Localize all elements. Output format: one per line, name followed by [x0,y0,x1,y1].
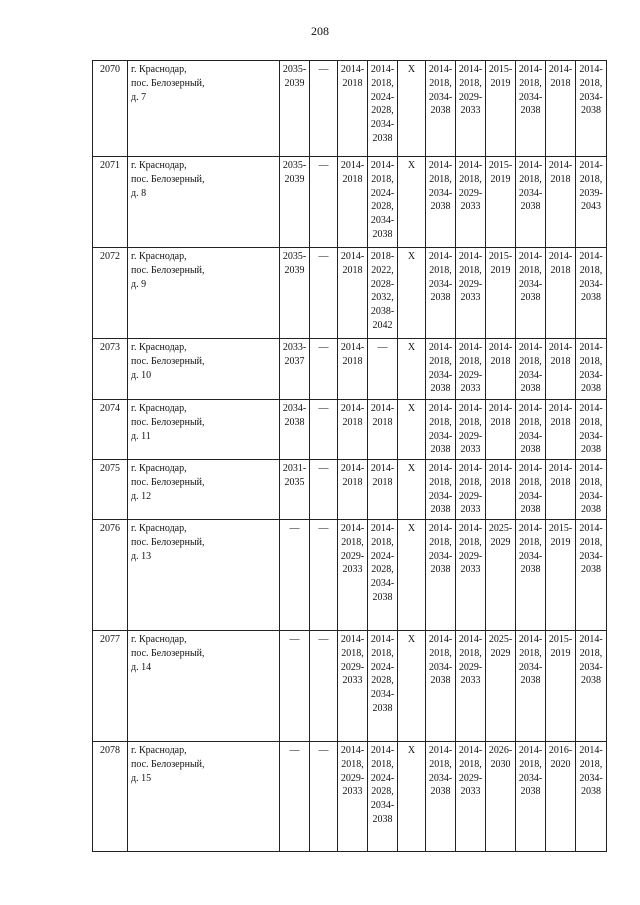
period-cell: — [280,520,310,631]
period-cell: 2014- 2018, 2029- 2033 [456,460,486,520]
period-cell: 2014- 2018, 2034- 2038 [576,400,607,460]
period-cell: 2014- 2018 [486,339,516,400]
table-row [93,631,607,742]
period-cell: 2025- 2029 [486,631,516,742]
table-row [93,520,607,631]
period-cell: 2018- 2022, 2028- 2032, 2038- 2042 [368,248,398,339]
period-cell: 2014- 2018 [546,460,576,520]
address-cell: г. Краснодар, пос. Белозерный, д. 13 [128,520,280,631]
period-cell: — [368,339,398,400]
period-cell: 2014- 2018, 2034- 2038 [426,400,456,460]
period-cell: 2014- 2018, 2034- 2038 [516,61,546,157]
row-number: 2075 [93,460,128,520]
period-cell: — [310,339,338,400]
period-cell: 2014- 2018 [338,157,368,248]
period-cell: 2014- 2018, 2034- 2038 [426,520,456,631]
period-cell: 2014- 2018, 2029- 2033 [338,742,368,852]
period-cell: 2014- 2018 [546,248,576,339]
period-cell: X [398,61,426,157]
row-number: 2070 [93,61,128,157]
period-cell: 2014- 2018, 2034- 2038 [576,520,607,631]
period-cell: 2014- 2018, 2029- 2033 [456,157,486,248]
period-cell: 2014- 2018, 2034- 2038 [426,631,456,742]
table-row [93,61,607,157]
period-cell: 2014- 2018, 2034- 2038 [576,339,607,400]
housing-repair-schedule-table [92,60,607,852]
address-cell: г. Краснодар, пос. Белозерный, д. 10 [128,339,280,400]
row-number: 2073 [93,339,128,400]
table-row [93,157,607,248]
period-cell: 2014- 2018, 2034- 2038 [426,248,456,339]
table-row [93,339,607,400]
period-cell: 2014- 2018, 2034- 2038 [516,742,546,852]
period-cell: X [398,248,426,339]
period-cell: — [280,742,310,852]
address-cell: г. Краснодар, пос. Белозерный, д. 14 [128,631,280,742]
period-cell: 2014- 2018, 2029- 2033 [456,61,486,157]
period-cell: 2014- 2018, 2034- 2038 [516,157,546,248]
period-cell: 2014- 2018 [486,460,516,520]
address-cell: г. Краснодар, пос. Белозерный, д. 12 [128,460,280,520]
period-cell: 2015- 2019 [486,248,516,339]
period-cell: 2014- 2018 [368,460,398,520]
period-cell: 2014- 2018 [546,339,576,400]
period-cell: 2025- 2029 [486,520,516,631]
table-row [93,400,607,460]
row-number: 2076 [93,520,128,631]
address-cell: г. Краснодар, пос. Белозерный, д. 15 [128,742,280,852]
period-cell: 2033- 2037 [280,339,310,400]
period-cell: 2014- 2018, 2034- 2038 [576,742,607,852]
address-cell: г. Краснодар, пос. Белозерный, д. 7 [128,61,280,157]
period-cell: 2014- 2018, 2034- 2038 [426,742,456,852]
period-cell: 2014- 2018, 2029- 2033 [456,631,486,742]
period-cell: 2014- 2018, 2034- 2038 [576,460,607,520]
row-number: 2074 [93,400,128,460]
period-cell: 2015- 2019 [546,520,576,631]
period-cell: 2014- 2018, 2034- 2038 [426,61,456,157]
period-cell: 2014- 2018 [338,339,368,400]
period-cell: — [310,400,338,460]
period-cell: 2014- 2018 [486,400,516,460]
period-cell: X [398,460,426,520]
period-cell: 2014- 2018, 2034- 2038 [516,631,546,742]
period-cell: 2014- 2018, 2029- 2033 [456,248,486,339]
period-cell: 2015- 2019 [486,157,516,248]
period-cell: 2014- 2018, 2029- 2033 [338,520,368,631]
period-cell: 2014- 2018, 2029- 2033 [456,400,486,460]
period-cell: 2014- 2018 [368,400,398,460]
period-cell: 2015- 2019 [546,631,576,742]
period-cell: 2035- 2039 [280,61,310,157]
period-cell: 2014- 2018, 2039- 2043 [576,157,607,248]
period-cell: X [398,631,426,742]
period-cell: 2014- 2018, 2034- 2038 [576,248,607,339]
period-cell: 2014- 2018, 2024- 2028, 2034- 2038 [368,631,398,742]
table-row [93,460,607,520]
period-cell: 2014- 2018, 2034- 2038 [516,460,546,520]
period-cell: X [398,157,426,248]
period-cell: 2026- 2030 [486,742,516,852]
period-cell: 2014- 2018 [546,157,576,248]
period-cell: 2034- 2038 [280,400,310,460]
period-cell: 2014- 2018, 2034- 2038 [516,339,546,400]
period-cell: 2014- 2018 [338,460,368,520]
table-row [93,742,607,852]
period-cell: X [398,520,426,631]
period-cell: 2014- 2018, 2024- 2028, 2034- 2038 [368,742,398,852]
row-number: 2078 [93,742,128,852]
period-cell: X [398,742,426,852]
period-cell: 2014- 2018, 2024- 2028, 2034- 2038 [368,61,398,157]
row-number: 2071 [93,157,128,248]
period-cell: — [310,157,338,248]
row-number: 2077 [93,631,128,742]
period-cell: — [310,460,338,520]
period-cell: 2014- 2018, 2034- 2038 [516,248,546,339]
period-cell: — [310,248,338,339]
period-cell: 2014- 2018 [338,248,368,339]
period-cell: 2014- 2018, 2034- 2038 [426,460,456,520]
address-cell: г. Краснодар, пос. Белозерный, д. 8 [128,157,280,248]
period-cell: 2014- 2018 [338,400,368,460]
period-cell: — [310,742,338,852]
period-cell: 2014- 2018 [546,400,576,460]
period-cell: 2014- 2018, 2034- 2038 [516,520,546,631]
period-cell: 2035- 2039 [280,157,310,248]
period-cell: 2014- 2018 [546,61,576,157]
period-cell: 2031- 2035 [280,460,310,520]
period-cell: 2014- 2018, 2034- 2038 [576,61,607,157]
period-cell: 2015- 2019 [486,61,516,157]
period-cell: 2016- 2020 [546,742,576,852]
period-cell: X [398,339,426,400]
period-cell: X [398,400,426,460]
period-cell: 2014- 2018, 2029- 2033 [456,742,486,852]
address-cell: г. Краснодар, пос. Белозерный, д. 9 [128,248,280,339]
period-cell: 2014- 2018 [338,61,368,157]
period-cell: — [310,61,338,157]
period-cell: — [280,631,310,742]
period-cell: 2014- 2018, 2034- 2038 [426,339,456,400]
period-cell: 2035- 2039 [280,248,310,339]
period-cell: — [310,520,338,631]
period-cell: 2014- 2018, 2034- 2038 [426,157,456,248]
row-number: 2072 [93,248,128,339]
page-number: 208 [311,24,329,38]
period-cell: 2014- 2018, 2024- 2028, 2034- 2038 [368,157,398,248]
period-cell: 2014- 2018, 2024- 2028, 2034- 2038 [368,520,398,631]
address-cell: г. Краснодар, пос. Белозерный, д. 11 [128,400,280,460]
table-row [93,248,607,339]
period-cell: 2014- 2018, 2029- 2033 [456,520,486,631]
period-cell: 2014- 2018, 2029- 2033 [456,339,486,400]
period-cell: 2014- 2018, 2034- 2038 [516,400,546,460]
period-cell: 2014- 2018, 2034- 2038 [576,631,607,742]
period-cell: — [310,631,338,742]
period-cell: 2014- 2018, 2029- 2033 [338,631,368,742]
